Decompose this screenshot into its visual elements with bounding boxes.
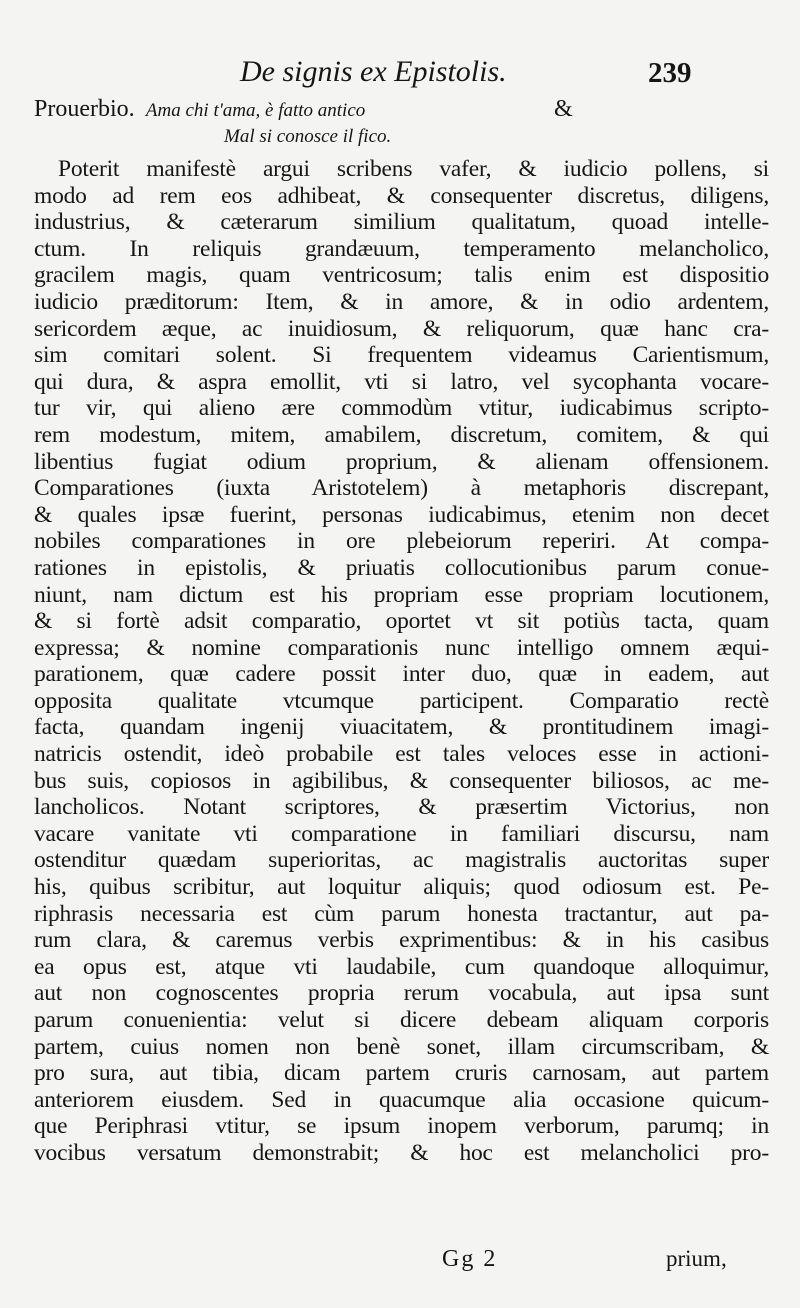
proverb-text-1: Ama chi t'ama, è fatto antico [145, 100, 366, 121]
text-line: anteriorem eiusdem. Sed in quacumque alia occasione quicum- [34, 1086, 769, 1113]
text-line: ctum. In reliquis grandæuum, temperamento melancholico, [34, 235, 769, 262]
proverb-line-2: Mal si conosce il fico. [224, 126, 392, 147]
text-line: Comparationes (iuxta Aristotelem) à metaphoris discrepant, [34, 475, 769, 502]
text-line: tur vir, qui alieno ære commodùm vtitur, iudicabimus scripto- [34, 395, 769, 422]
text-line: & quales ipsæ fuerint, personas iudicabimus, etenim non decet [34, 501, 769, 528]
running-head [0, 55, 800, 95]
text-line: qui dura, & aspra emollit, vti si latro, vel sycophanta vocare- [34, 368, 769, 395]
text-line: vacare vanitate vti comparatione in familiari discursu, nam [34, 820, 769, 847]
text-line: industrius, & cæterarum similium qualitatum, quoad intelle- [34, 209, 769, 236]
text-line: niunt, nam dictum est his propriam esse propriam locutionem, [34, 581, 769, 608]
text-line: partem, cuius nomen non benè sonet, illam circumscribam, & [34, 1033, 769, 1060]
text-line: his, quibus scribitur, aut loquitur aliquis; quod odiosum est. Pe- [34, 874, 769, 901]
signature-mark: Gg 2 [442, 1246, 498, 1272]
text-line: bus suis, copiosos in agibilibus, & consequenter biliosos, ac me- [34, 767, 769, 794]
text-line: aut non cognoscentes propria rerum vocabula, aut ipsa sunt [34, 980, 769, 1007]
proverb-label: Prouerbio. [34, 96, 135, 122]
text-line: pro sura, aut tibia, dicam partem cruris carnosam, aut partem [34, 1060, 769, 1087]
text-line: modo ad rem eos adhibeat, & consequenter discretus, diligens, [34, 182, 769, 209]
text-line: libentius fugiat odium proprium, & alienam offensionem. [34, 448, 769, 475]
page-header-title: De signis ex Epistolis. [240, 55, 507, 88]
text-line: sericordem æque, ac inuidiosum, & reliquorum, quæ hanc cra- [34, 315, 769, 342]
proverb-ampersand: & [554, 96, 573, 122]
text-line: nobiles comparationes in ore plebeiorum reperiri. At compa- [34, 528, 769, 555]
proverb-block [34, 96, 774, 154]
text-line: vocibus versatum demonstrabit; & hoc est melancholici pro- [34, 1139, 769, 1166]
text-line: facta, quandam ingenij viuacitatem, & prontitudinem imagi- [34, 714, 769, 741]
text-line: lancholicos. Notant scriptores, & præsertim Victorius, non [34, 794, 769, 821]
text-line: riphrasis necessaria est cùm parum honesta tractantur, aut pa- [34, 900, 769, 927]
proverb-line-1 [34, 96, 774, 126]
text-line: & si fortè adsit comparatio, oportet vt sit potiùs tacta, quam [34, 608, 769, 635]
text-line: opposita qualitate vtcumque participent. Comparatio rectè [34, 687, 769, 714]
body-text [34, 156, 769, 1167]
text-line: sim comitari solent. Si frequentem videamus Carientismum, [34, 342, 769, 369]
text-line: expressa; & nomine comparationis nunc intelligo omnem æqui- [34, 634, 769, 661]
text-line: rem modestum, mitem, amabilem, discretum, comitem, & qui [34, 421, 769, 448]
text-line: natricis ostendit, ideò probabile est tales veloces esse in actioni- [34, 741, 769, 768]
text-line: ea opus est, atque vti laudabile, cum quandoque alloquimur, [34, 953, 769, 980]
text-line: rum clara, & caremus verbis exprimentibus: & in his casibus [34, 927, 769, 954]
text-line: parationem, quæ cadere possit inter duo, quæ in eadem, aut [34, 661, 769, 688]
text-line: iudicio præditorum: Item, & in amore, & in odio ardentem, [34, 288, 769, 315]
text-line: ostenditur quædam superioritas, ac magistralis auctoritas super [34, 847, 769, 874]
text-line: rationes in epistolis, & priuatis collocutionibus parum conue- [34, 554, 769, 581]
text-line: gracilem magis, quam ventricosum; talis enim est dispositio [34, 262, 769, 289]
page-number: 239 [648, 57, 692, 89]
catchword: prium, [666, 1246, 727, 1271]
page-footer [0, 1246, 800, 1280]
text-line: Poterit manifestè argui scribens vafer, & iudicio pollens, si [58, 156, 769, 182]
text-line: que Periphrasi vtitur, se ipsum inopem verborum, parumq; in [34, 1113, 769, 1140]
text-line: parum conuenientia: velut si dicere debeam aliquam corporis [34, 1007, 769, 1033]
